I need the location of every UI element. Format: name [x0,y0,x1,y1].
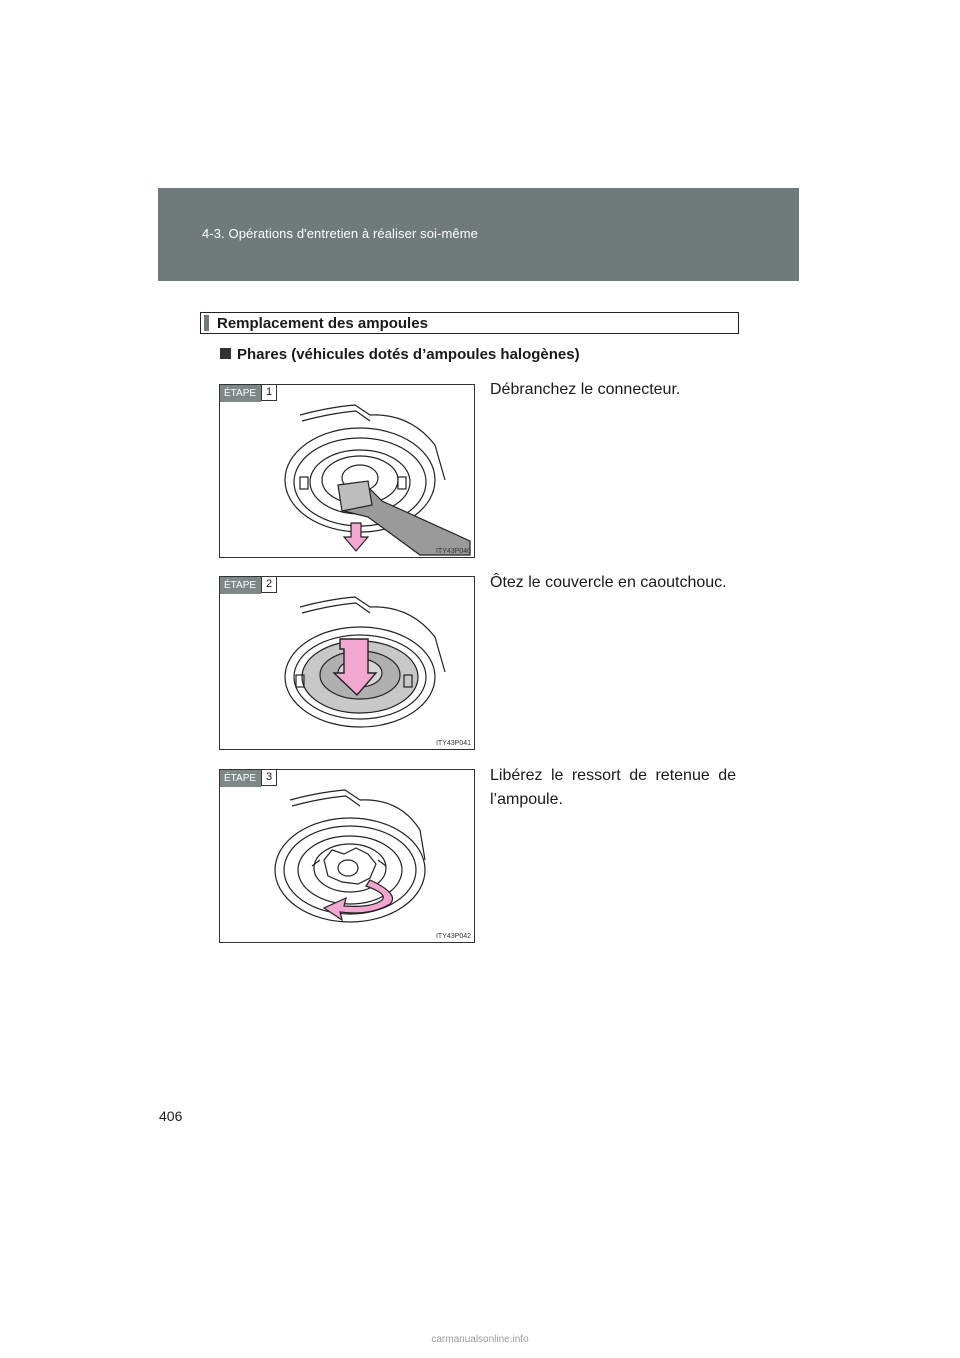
step-2-label [220,577,277,594]
step-2-word: ÉTAPE [220,577,261,594]
section-heading [200,312,739,334]
step-3-word: ÉTAPE [220,770,261,787]
step-3-number: 3 [261,770,277,786]
headlight-connector-illustration [220,385,475,558]
chapter-title: 4-3. Opérations d'entretien à réaliser soi-même [202,226,478,241]
step-2-figure-code: ITY43P041 [435,740,471,747]
step-1-text: Débranchez le connecteur. [490,381,681,398]
section-marker [204,315,209,331]
step-1-number: 1 [261,385,277,401]
step-1-illustration [219,384,475,558]
chapter-header [158,188,799,281]
step-2-text: Ôtez le couvercle en caoutchouc. [490,574,727,591]
page-number: 406 [159,1108,183,1124]
footer-watermark: carmanualsonline.info [431,1334,529,1345]
subheading-text: Phares (véhicules dotés d’ampoules halogènes) [237,346,580,363]
step-3-figure-code: ITY43P042 [435,933,471,940]
step-1-word: ÉTAPE [220,385,261,402]
step-3-label [220,770,277,787]
square-bullet-icon [220,348,231,359]
step-1-label [220,385,277,402]
section-title: Remplacement des ampoules [217,315,428,332]
step-2-illustration [219,576,475,750]
pull-down-arrow-icon [344,523,368,551]
step-2-number: 2 [261,577,277,593]
step-1-figure-code: ITY43P040 [435,548,471,555]
step-3-text: Libérez le ressort de retenue de l’ampoule. [490,767,736,808]
step-3-illustration [219,769,475,943]
subheading [220,346,580,363]
rubber-cover-illustration [220,577,475,750]
bulb-retaining-spring-illustration [220,770,475,943]
